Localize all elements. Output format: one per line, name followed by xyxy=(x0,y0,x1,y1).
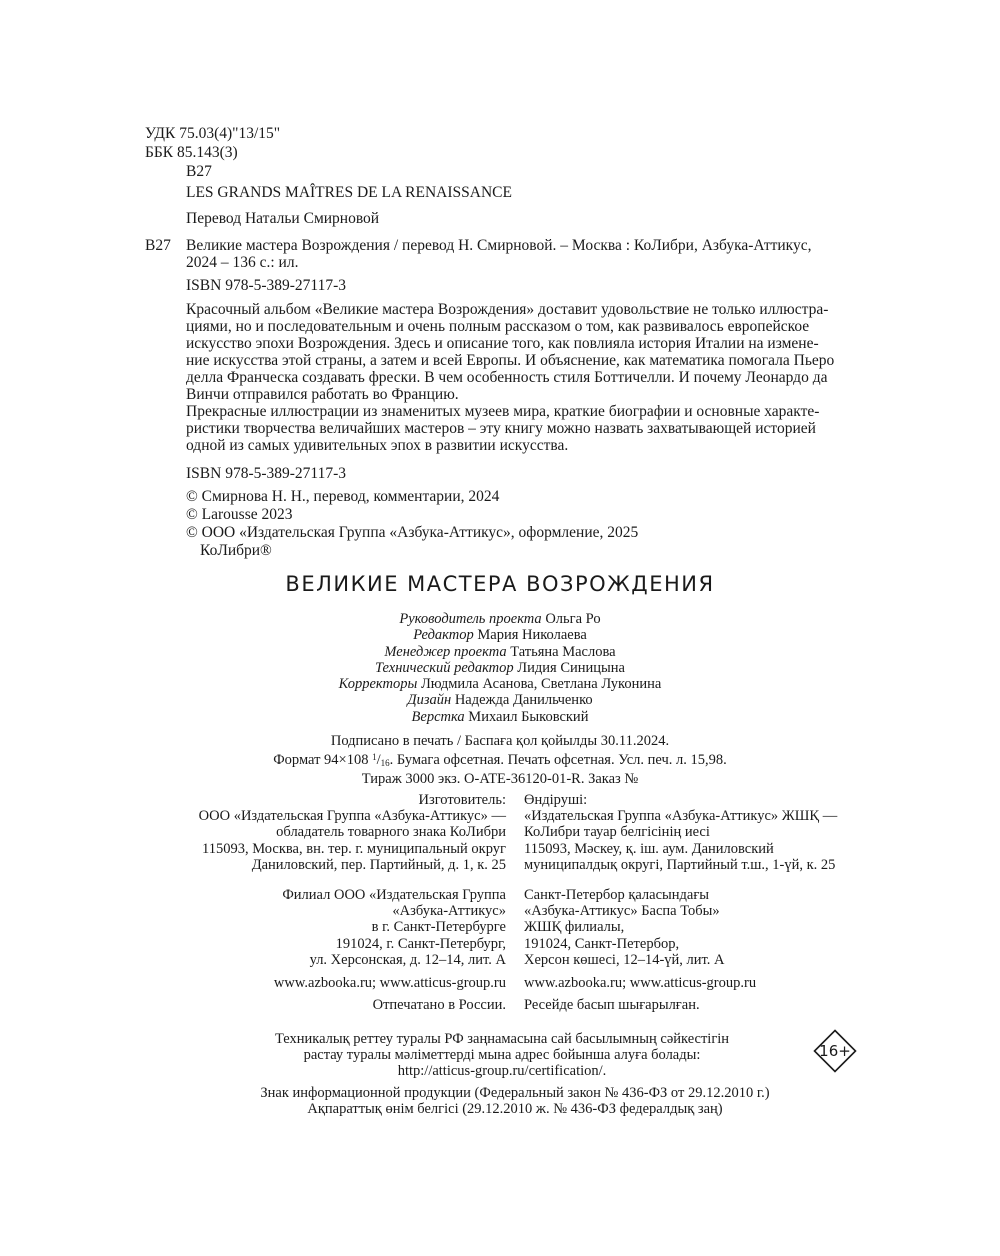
info-sign-line: Знак информационной продукции (Федеральный закон № 436-ФЗ от 29.12.2010 г.) xyxy=(260,1085,770,1101)
manufacturer-ru-line: обладатель товарного знака КоЛибри xyxy=(276,824,506,841)
age-rating-badge xyxy=(813,1029,857,1073)
printed-kz: Ресейде басып шығарылған. xyxy=(524,997,700,1013)
manufacturer-kz-line: муниципалдық округі, Партийный т.ш., 1-үй, к. 25 xyxy=(524,856,836,873)
credits-block xyxy=(0,611,1000,725)
format-denominator: 16 xyxy=(380,758,390,768)
annotation-line: искусство эпохи Возрождения. Здесь и описание того, как повлияла история Италии на измене- xyxy=(186,335,819,352)
print-run-line: Тираж 3000 экз. O-ATE-36120-01-R. Заказ № xyxy=(361,771,639,787)
manufacturer-kz-line: «Издательская Группа «Азбука-Аттикус» ЖШҚ — xyxy=(524,808,838,825)
book-title: ВЕЛИКИЕ МАСТЕРА ВОЗРОЖДЕНИЯ xyxy=(285,572,715,596)
copyright-line: © Larousse 2023 xyxy=(186,506,293,523)
credit-name: Ольга Ро xyxy=(545,611,601,627)
branch-kz-line: Санкт-Петербор қаласындағы xyxy=(524,887,710,903)
manufacturer-ru xyxy=(199,792,506,873)
manufacturer-kz-line: 115093, Мәскеу, қ. іш. аум. Даниловский xyxy=(524,840,774,857)
credit-line xyxy=(0,709,1000,725)
branch-kz-line: 191024, Санкт-Петербор, xyxy=(524,935,680,952)
manufacturer-ru-line: 115093, Москва, вн. тер. г. муниципальный округ xyxy=(202,840,506,857)
web-ru: www.azbooka.ru; www.atticus-group.ru xyxy=(273,975,506,991)
biblio-mark: В27 xyxy=(145,237,171,254)
biblio-line-1: Великие мастера Возрождения / перевод Н. Смирновой. – Москва : КоЛибри, Азбука-Аттикус, xyxy=(186,237,812,254)
annotation xyxy=(186,301,890,454)
copyright-line: © ООО «Издательская Группа «Азбука-Аттикус», оформление, 2025 xyxy=(186,524,639,541)
manufacturer-ru-line: ООО «Издательская Группа «Азбука-Аттикус» — xyxy=(198,808,506,825)
credit-name: Мария Николаева xyxy=(477,627,587,644)
branch-ru-line: Филиал ООО «Издательская Группа xyxy=(282,887,506,903)
udk-code: УДК 75.03(4)"13/15" xyxy=(145,125,281,142)
certification-line: растау туралы мәліметтерді мына адрес бойынша алуға болады: xyxy=(303,1047,701,1064)
credit-role: Технический редактор xyxy=(375,659,514,676)
info-sign-line: Ақпараттық өнім белгісі (29.12.2010 ж. № 436-ФЗ федералдық заң) xyxy=(307,1101,723,1118)
credit-name: Надежда Данильченко xyxy=(454,692,593,709)
annotation-line: циями, но и последовательным и очень полным рассказом о том, как развивалось европейское xyxy=(186,318,810,335)
manufacturer-kz-line: КоЛибри тауар белгісінің иесі xyxy=(524,824,710,841)
isbn-bottom: ISBN 978-5-389-27117-3 xyxy=(186,465,347,482)
annotation-line: делла Франческа создавать фрески. В чем особенность стиля Боттичелли. И почему Леонардо да xyxy=(186,369,828,386)
annotation-line: ние искусства этой страны, а затем и всей Европы. И объяснение, как математика помогала Пьеро xyxy=(186,352,835,369)
original-title: LES GRANDS MAÎTRES DE LA RENAISSANCE xyxy=(186,184,512,201)
credit-line xyxy=(0,644,1000,660)
branch-ru xyxy=(282,887,506,968)
credit-name: Татьяна Маслова xyxy=(510,643,616,660)
credit-role: Корректоры xyxy=(338,676,418,693)
credit-name: Людмила Асанова, Светлана Луконина xyxy=(420,676,662,693)
branch-kz-line: Херсон көшесі, 12–14-үй, лит. А xyxy=(524,951,725,968)
format-suffix: . Бумага офсетная. Печать офсетная. Усл. печ. л. 15,98. xyxy=(389,752,727,768)
credit-name: Лидия Синицына xyxy=(517,659,625,676)
annotation-line: Винчи отправился работать во Францию. xyxy=(186,386,459,403)
credit-line xyxy=(0,611,1000,627)
credit-line xyxy=(0,676,1000,692)
annotation-line: одной из самых удивительных эпох в развитии искусства. xyxy=(186,437,569,454)
annotation-line: Красочный альбом «Великие мастера Возрождения» доставит удовольствие не только иллюстра- xyxy=(186,301,829,318)
annotation-line: ристики творчества величайших мастеров – эту книгу можно назвать захватывающей историей xyxy=(186,420,816,437)
credit-role: Руководитель проекта xyxy=(399,611,542,627)
biblio-line-2: 2024 – 136 с.: ил. xyxy=(186,254,299,271)
credit-name: Михаил Быковский xyxy=(468,708,589,725)
credit-role: Редактор xyxy=(413,627,474,644)
credit-line xyxy=(0,660,1000,676)
branch-kz-line: «Азбука-Аттикус» Баспа Тобы» xyxy=(524,903,720,920)
certification-link: http://atticus-group.ru/certification/. xyxy=(397,1063,607,1080)
imprint-brand: КоЛибри® xyxy=(200,542,272,559)
branch-ru-line: 191024, г. Санкт-Петербург, xyxy=(335,935,506,952)
branch-ru-line: «Азбука-Аттикус» xyxy=(392,903,506,920)
signed-line: Подписано в печать / Баспаға қол қойылды 30.11.2024. xyxy=(330,733,670,749)
translator-note: Перевод Натальи Смирновой xyxy=(186,210,380,227)
credit-line xyxy=(0,627,1000,643)
branch-ru-line: ул. Херсонская, д. 12–14, лит. А xyxy=(309,951,506,968)
credit-role: Верстка xyxy=(411,708,465,725)
certification-note xyxy=(232,1031,772,1080)
web-kz: www.azbooka.ru; www.atticus-group.ru xyxy=(524,975,757,991)
isbn-top: ISBN 978-5-389-27117-3 xyxy=(186,277,347,294)
branch-ru-line: в г. Санкт-Петербурге xyxy=(371,919,506,936)
annotation-line: Прекрасные иллюстрации из знаменитых музеев мира, краткие биографии и основные характе- xyxy=(186,403,820,420)
age-rating-label: 16+ xyxy=(819,1042,851,1060)
manufacturer-kz-line: Өндіруші: xyxy=(524,792,588,808)
printed-ru: Отпечатано в России. xyxy=(372,997,506,1013)
branch-kz-line: ЖШҚ филиалы, xyxy=(524,919,625,936)
certification-line: Техникалық реттеу туралы РФ заңнамасына сай басылымның сәйкестігін xyxy=(274,1031,730,1047)
bbk-code: ББК 85.143(3) xyxy=(145,144,238,161)
format-numerator: 1 xyxy=(372,752,377,762)
imprint-block xyxy=(0,733,1000,787)
format-prefix: Формат 94×108 xyxy=(273,752,369,768)
copyright-line: © Смирнова Н. Н., перевод, комментарии, 2024 xyxy=(186,488,500,505)
format-line: Формат 94×108 $^1/_{16}$. Бумага офсетная. Печать офсетная. Усл. печ. л. 15,98. xyxy=(273,752,727,768)
info-product-sign xyxy=(0,1085,1000,1117)
credit-role: Менеджер проекта xyxy=(384,643,507,660)
credit-line xyxy=(0,692,1000,708)
author-mark: В27 xyxy=(186,163,212,180)
manufacturer-kz xyxy=(524,792,837,873)
credit-role: Дизайн xyxy=(407,692,452,709)
manufacturer-ru-line: Даниловский, пер. Партийный, д. 1, к. 25 xyxy=(251,856,506,873)
manufacturer-ru-line: Изготовитель: xyxy=(418,792,506,808)
branch-kz xyxy=(524,887,725,968)
